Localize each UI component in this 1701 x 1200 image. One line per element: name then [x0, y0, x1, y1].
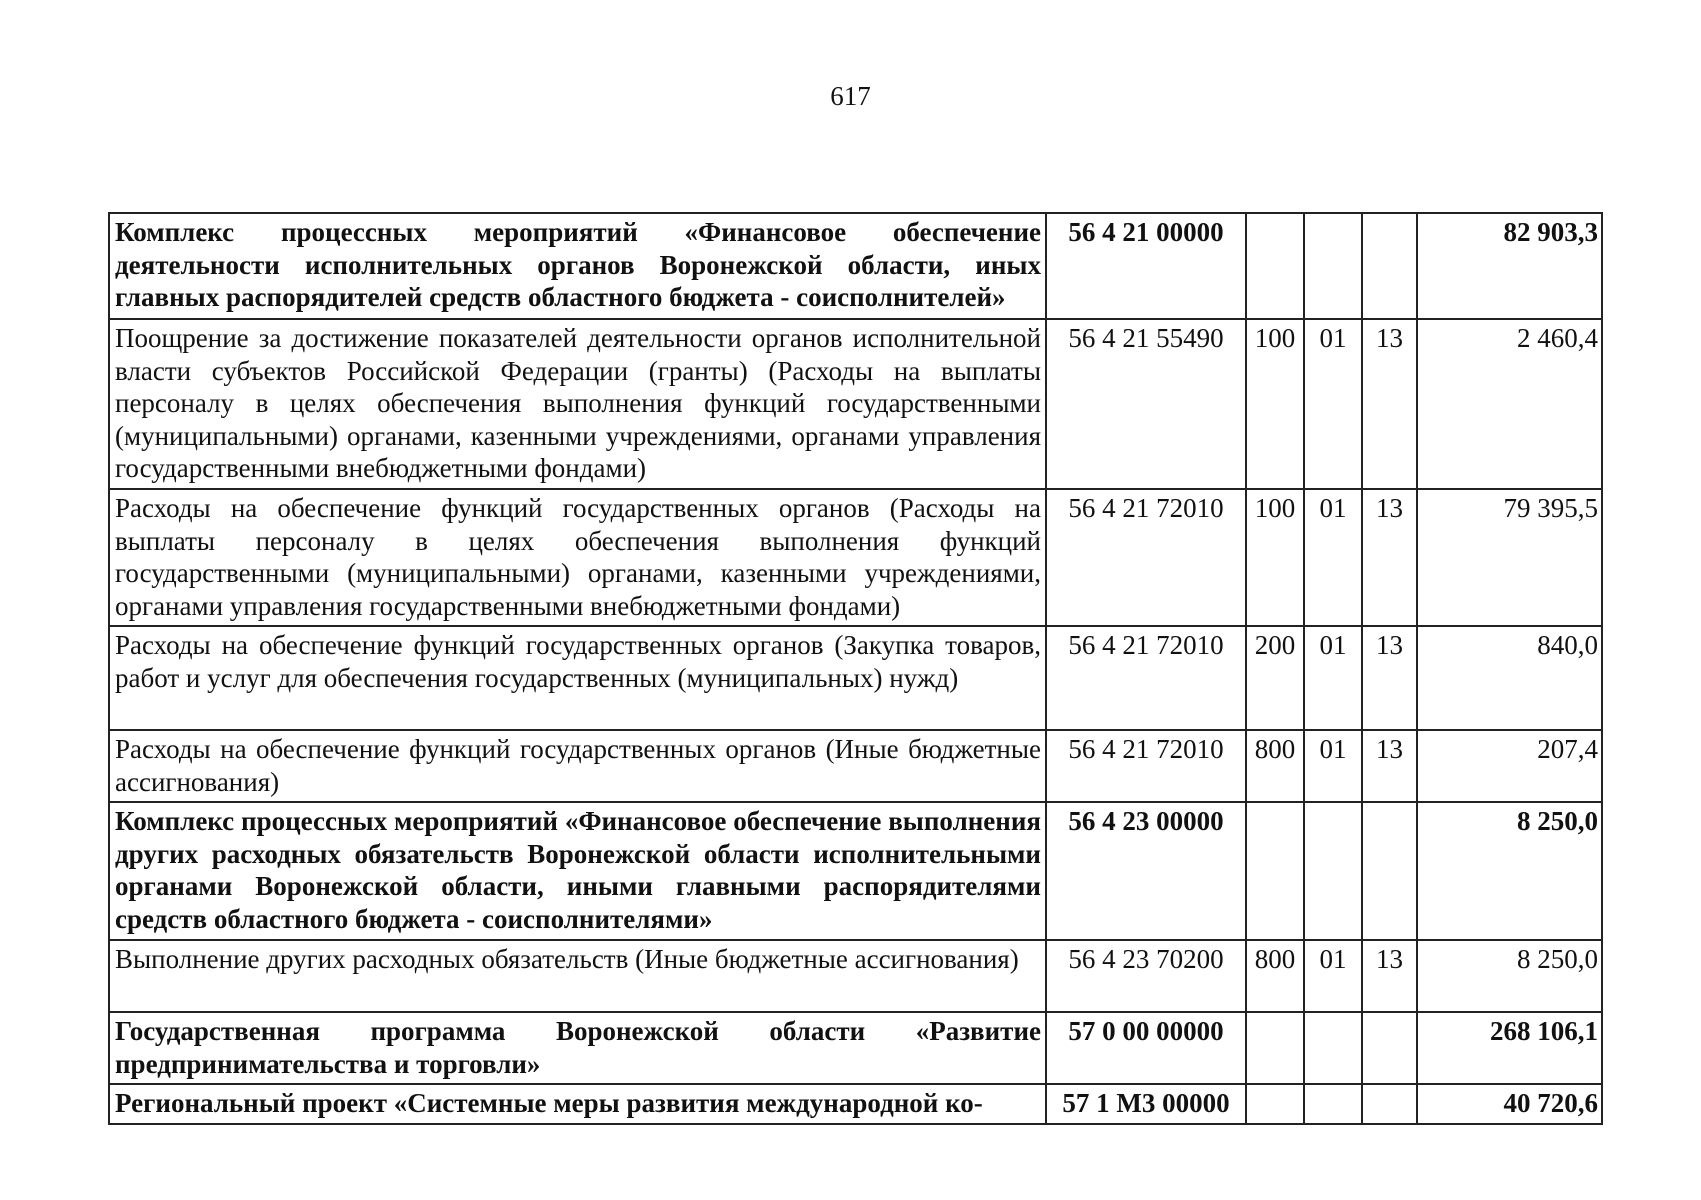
row-rz	[1304, 802, 1362, 940]
row-pr	[1362, 802, 1417, 940]
row-rz: 01	[1304, 730, 1362, 802]
row-code: 57 1 M3 00000	[1046, 1084, 1246, 1124]
row-code: 56 4 23 00000	[1046, 802, 1246, 940]
table-row	[109, 626, 1602, 730]
row-vr	[1246, 802, 1304, 940]
row-name: Расходы на обеспечение функций государственных органов (Расходы на выплаты персоналу в целях обеспечения выполнения функций государственными (муниципальными) органами, казенными учреждениями, органами управления государственными внебюджетными фондами)	[109, 489, 1046, 626]
row-vr: 800	[1246, 940, 1304, 1012]
row-sum: 40 720,6	[1417, 1084, 1602, 1124]
row-code: 56 4 21 72010	[1046, 489, 1246, 626]
row-rz	[1304, 213, 1362, 319]
row-sum: 2 460,4	[1417, 319, 1602, 489]
row-code: 56 4 21 72010	[1046, 730, 1246, 802]
row-code: 56 4 21 55490	[1046, 319, 1246, 489]
row-rz: 01	[1304, 319, 1362, 489]
row-rz: 01	[1304, 626, 1362, 730]
table-row	[109, 319, 1602, 489]
table-row	[109, 213, 1602, 319]
row-sum: 79 395,5	[1417, 489, 1602, 626]
row-name: Комплекс процессных мероприятий «Финансовое обеспечение деятельности исполнительных органов Воронежской области, иных главных распорядителей средств областного бюджета - соисполнителей»	[109, 213, 1046, 319]
row-sum: 207,4	[1417, 730, 1602, 802]
row-pr	[1362, 1012, 1417, 1084]
row-pr: 13	[1362, 319, 1417, 489]
row-rz	[1304, 1012, 1362, 1084]
row-sum: 82 903,3	[1417, 213, 1602, 319]
row-rz: 01	[1304, 489, 1362, 626]
row-rz	[1304, 1084, 1362, 1124]
row-rz: 01	[1304, 940, 1362, 1012]
row-pr	[1362, 1084, 1417, 1124]
row-pr	[1362, 213, 1417, 319]
budget-table	[108, 212, 1603, 1125]
row-name: Комплекс процессных мероприятий «Финансовое обеспечение выполнения других расходных обязательств Воронежской области исполнительными органами Воронежской области, иными главными распорядителями средств областного бюджета - соисполнителями»	[109, 802, 1046, 940]
table-row	[109, 802, 1602, 940]
row-pr: 13	[1362, 626, 1417, 730]
row-pr: 13	[1362, 730, 1417, 802]
table-row	[109, 730, 1602, 802]
row-sum: 840,0	[1417, 626, 1602, 730]
row-code: 56 4 21 72010	[1046, 626, 1246, 730]
row-name: Расходы на обеспечение функций государственных органов (Иные бюджетные ассигнования)	[109, 730, 1046, 802]
row-sum: 8 250,0	[1417, 940, 1602, 1012]
row-name: Государственная программа Воронежской области «Развитие предпринимательства и торговли»	[109, 1012, 1046, 1084]
row-vr	[1246, 1084, 1304, 1124]
row-sum: 268 106,1	[1417, 1012, 1602, 1084]
row-vr	[1246, 213, 1304, 319]
row-vr: 100	[1246, 489, 1304, 626]
row-sum: 8 250,0	[1417, 802, 1602, 940]
row-vr: 100	[1246, 319, 1304, 489]
row-pr: 13	[1362, 940, 1417, 1012]
row-name: Региональный проект «Системные меры развития международной ко-	[109, 1084, 1046, 1124]
row-name: Выполнение других расходных обязательств (Иные бюджетные ассигнования)	[109, 940, 1046, 1012]
table-row	[109, 940, 1602, 1012]
table-row	[109, 1012, 1602, 1084]
row-code: 56 4 23 70200	[1046, 940, 1246, 1012]
row-vr	[1246, 1012, 1304, 1084]
table-row	[109, 1084, 1602, 1124]
row-pr: 13	[1362, 489, 1417, 626]
row-name: Расходы на обеспечение функций государственных органов (Закупка товаров, работ и услуг для обеспечения государственных (муниципальных) нужд)	[109, 626, 1046, 730]
row-vr: 800	[1246, 730, 1304, 802]
row-code: 57 0 00 00000	[1046, 1012, 1246, 1084]
table-row	[109, 489, 1602, 626]
page-number: 617	[830, 81, 871, 111]
row-vr: 200	[1246, 626, 1304, 730]
row-name: Поощрение за достижение показателей деятельности органов исполнительной власти субъектов Российской Федерации (гранты) (Расходы на выплаты персоналу в целях обеспечения выполнения функций государственными (муниципальными) органами, казенными учреждениями, органами управления государственными внебюджетными фондами)	[109, 319, 1046, 489]
row-code: 56 4 21 00000	[1046, 213, 1246, 319]
